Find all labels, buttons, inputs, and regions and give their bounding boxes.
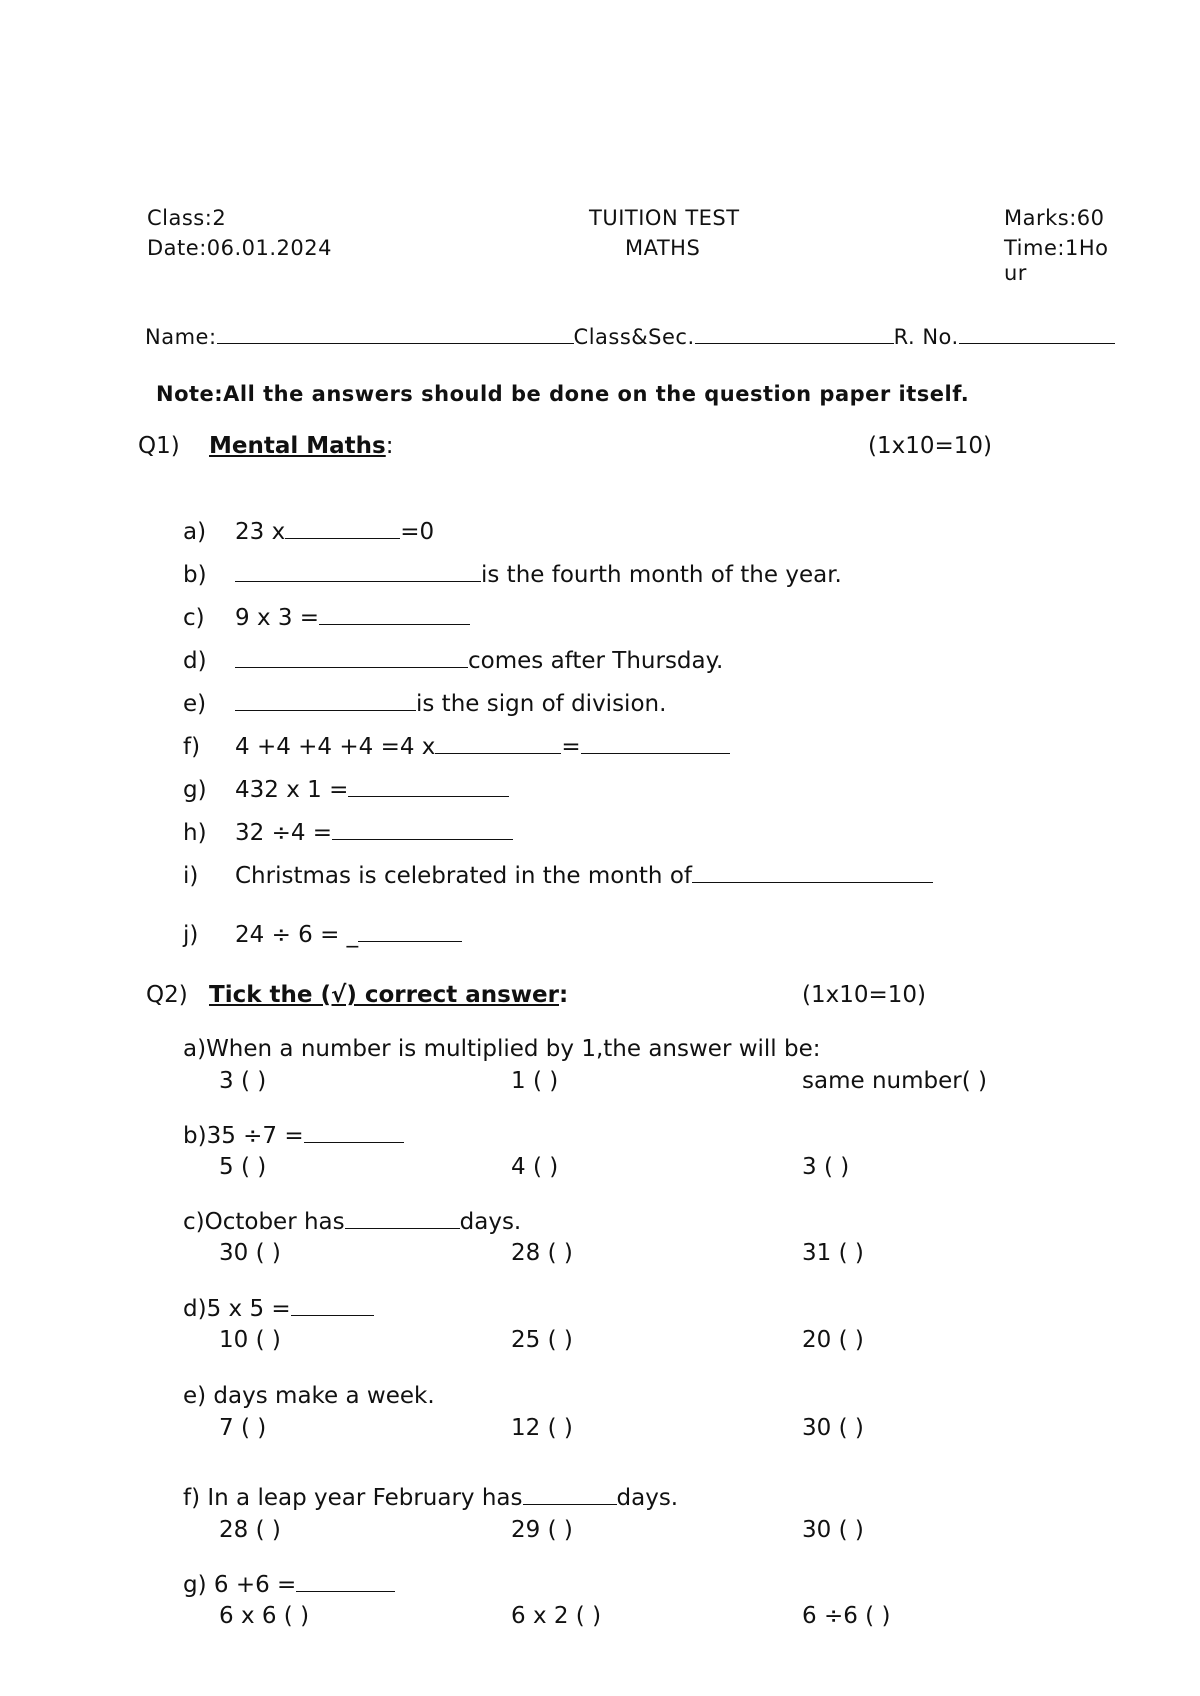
item-label: g) <box>183 777 207 803</box>
item-label: f) <box>183 734 201 760</box>
answer-blank[interactable] <box>285 518 400 539</box>
q2-g-option-3[interactable]: 6 ÷6 ( ) <box>802 1603 891 1629</box>
answer-blank[interactable] <box>296 1571 395 1592</box>
answer-blank[interactable] <box>581 733 730 754</box>
q1-number: Q1) <box>138 433 180 459</box>
q2-g-option-1[interactable]: 6 x 6 ( ) <box>219 1603 310 1629</box>
item-label: j) <box>183 922 199 948</box>
q2-title-wrap <box>209 982 568 1008</box>
q1-item-a <box>183 518 434 545</box>
item-text-post: is the fourth month of the year. <box>481 562 842 588</box>
q1-item-f <box>183 733 730 760</box>
question-text: b)35 ÷7 = <box>183 1123 304 1149</box>
q2-item-f-question <box>183 1484 678 1511</box>
item-text: 23 x <box>235 519 286 545</box>
answer-blank[interactable] <box>348 776 509 797</box>
item-text-post: comes after Thursday. <box>468 648 724 674</box>
answer-blank[interactable] <box>235 647 468 668</box>
q1-title-wrap <box>209 433 393 459</box>
q1-title: Mental Maths <box>209 433 386 459</box>
q1-item-h <box>183 819 513 846</box>
student-info-line <box>145 323 1115 349</box>
item-text-post: =0 <box>400 519 435 545</box>
answer-blank[interactable] <box>358 921 462 942</box>
item-label: c) <box>183 605 205 631</box>
question-text-post: days. <box>459 1209 522 1235</box>
q1-item-d <box>183 647 723 674</box>
q1-item-e <box>183 690 666 717</box>
q2-item-g-question <box>183 1571 395 1598</box>
q1-item-i <box>183 862 933 889</box>
item-label: i) <box>183 863 199 889</box>
item-label: d) <box>183 648 207 674</box>
q2-d-option-1[interactable]: 10 ( ) <box>219 1327 281 1353</box>
question-text: d)5 x 5 = <box>183 1296 291 1322</box>
item-label: e) <box>183 691 207 717</box>
q2-item-d-question <box>183 1295 374 1322</box>
q2-item-b-question <box>183 1122 404 1149</box>
item-text-post: is the sign of division. <box>416 691 667 717</box>
class-sec-label: Class&Sec. <box>573 325 695 349</box>
q2-b-option-1[interactable]: 5 ( ) <box>219 1154 267 1180</box>
answer-blank[interactable] <box>235 690 416 711</box>
q2-a-option-2[interactable]: 1 ( ) <box>511 1068 559 1094</box>
name-blank[interactable] <box>217 323 574 344</box>
date-label: Date:06.01.2024 <box>147 236 333 260</box>
answer-blank[interactable] <box>332 819 513 840</box>
answer-blank[interactable] <box>319 604 470 625</box>
q2-d-option-3[interactable]: 20 ( ) <box>802 1327 864 1353</box>
answer-blank[interactable] <box>304 1122 404 1143</box>
test-title: TUITION TEST <box>589 206 740 230</box>
marks-label: Marks:60 <box>1004 206 1105 230</box>
answer-blank[interactable] <box>523 1484 617 1505</box>
q2-e-option-3[interactable]: 30 ( ) <box>802 1415 864 1441</box>
q2-c-option-2[interactable]: 28 ( ) <box>511 1240 573 1266</box>
q2-f-option-1[interactable]: 28 ( ) <box>219 1517 281 1543</box>
q2-c-option-3[interactable]: 31 ( ) <box>802 1240 864 1266</box>
name-label: Name: <box>145 325 217 349</box>
q2-item-a-question: a)When a number is multiplied by 1,the answer will be: <box>183 1036 821 1062</box>
q1-item-b <box>183 561 842 588</box>
q1-colon: : <box>385 433 394 459</box>
q2-c-option-1[interactable]: 30 ( ) <box>219 1240 281 1266</box>
q1-marks: (1x10=10) <box>868 433 992 459</box>
question-text-post: days. <box>616 1485 679 1511</box>
subject-title: MATHS <box>625 236 701 260</box>
time-label-line1: Time:1Ho <box>1004 236 1109 260</box>
q2-b-option-3[interactable]: 3 ( ) <box>802 1154 850 1180</box>
q1-item-j <box>183 921 462 948</box>
item-label: a) <box>183 519 207 545</box>
class-sec-blank[interactable] <box>695 323 894 344</box>
q1-item-c <box>183 604 470 631</box>
time-label-line2: ur <box>1004 261 1027 285</box>
roll-blank[interactable] <box>959 323 1115 344</box>
class-label: Class:2 <box>147 206 227 230</box>
item-label: b) <box>183 562 207 588</box>
q2-item-e-question: e) days make a week. <box>183 1383 435 1409</box>
q2-a-option-1[interactable]: 3 ( ) <box>219 1068 267 1094</box>
q2-b-option-2[interactable]: 4 ( ) <box>511 1154 559 1180</box>
q2-e-option-2[interactable]: 12 ( ) <box>511 1415 573 1441</box>
question-text: c)October has <box>183 1209 345 1235</box>
item-text: 4 +4 +4 +4 =4 x <box>235 734 436 760</box>
q2-f-option-3[interactable]: 30 ( ) <box>802 1517 864 1543</box>
q2-colon: : <box>559 982 569 1008</box>
q2-item-c-question <box>183 1208 521 1235</box>
note: Note:All the answers should be done on the question paper itself. <box>156 382 970 406</box>
q2-g-option-2[interactable]: 6 x 2 ( ) <box>511 1603 602 1629</box>
item-text: 32 ÷4 = <box>235 820 333 846</box>
item-text: 24 ÷ 6 = _ <box>235 922 359 948</box>
answer-blank[interactable] <box>435 733 561 754</box>
item-text: Christmas is celebrated in the month of <box>235 863 692 889</box>
q1-item-g <box>183 776 509 803</box>
answer-blank[interactable] <box>692 862 933 883</box>
item-label: h) <box>183 820 207 846</box>
q2-number: Q2) <box>146 982 188 1008</box>
answer-blank[interactable] <box>345 1208 460 1229</box>
q2-e-option-1[interactable]: 7 ( ) <box>219 1415 267 1441</box>
answer-blank[interactable] <box>291 1295 374 1316</box>
q2-title: Tick the (√) correct answer <box>209 982 559 1008</box>
q2-f-option-2[interactable]: 29 ( ) <box>511 1517 573 1543</box>
item-text: 9 x 3 = <box>235 605 320 631</box>
roll-label: R. No. <box>893 325 959 349</box>
q2-marks: (1x10=10) <box>802 982 926 1008</box>
question-text: g) 6 +6 = <box>183 1572 297 1598</box>
item-text-mid: = <box>561 734 581 760</box>
question-text: f) In a leap year February has <box>183 1485 523 1511</box>
item-text: 432 x 1 = <box>235 777 349 803</box>
q2-a-option-3[interactable]: same number( ) <box>802 1068 987 1094</box>
answer-blank[interactable] <box>235 561 481 582</box>
q2-d-option-2[interactable]: 25 ( ) <box>511 1327 573 1353</box>
